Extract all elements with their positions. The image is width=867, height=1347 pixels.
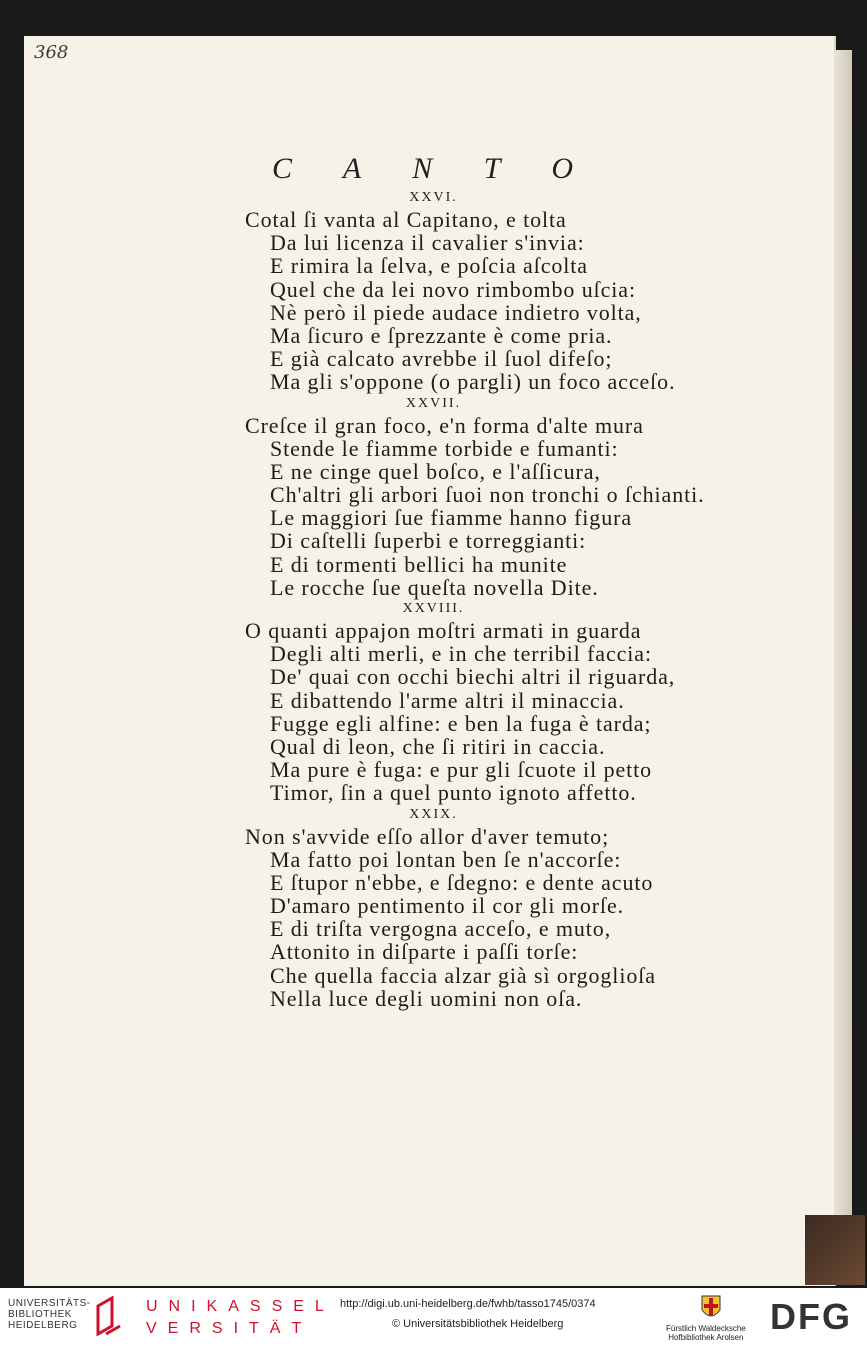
verse-line: Quel che da lei novo rimbombo uſcia: xyxy=(270,276,636,302)
heidelberg-library-logo[interactable]: UNIVERSITÄTS- BIBLIOTHEK HEIDELBERG xyxy=(8,1298,91,1331)
verse-line: O quanti appajon moſtri armati in guarda xyxy=(245,618,642,643)
stanza-number: XXVIII. xyxy=(402,601,465,616)
verse-line: Non s'avvide eſſo allor d'aver temuto; xyxy=(245,823,610,849)
verse-line: Le maggiori ſue fiamme hanno figura xyxy=(270,505,632,531)
verse-line: Ma pure è fuga: e pur gli ſcuote il petto xyxy=(270,757,653,783)
verse-line: Le rocche ſue queſta novella Dite. xyxy=(270,574,599,600)
verse-line: Ch'altri gli arbori ſuoi non tronchi o ſchianti. xyxy=(270,482,705,508)
verse-line: E di tormenti bellici ha munite xyxy=(270,551,568,577)
canto-heading: C A N T O xyxy=(271,152,596,185)
kassel-university-logo[interactable]: UNIKASSEL VERSITÄT xyxy=(146,1298,335,1337)
page-number: 368 xyxy=(34,42,69,63)
verse-line: Qual di leon, che ſi ritiri in caccia. xyxy=(270,733,606,759)
waldeck-crest-icon xyxy=(700,1292,722,1322)
verse-line: E rimira la ſelva, e poſcia aſcolta xyxy=(270,253,588,279)
verse-line: E dibattendo l'arme altri il minaccia. xyxy=(270,687,625,713)
verse-line: Nella luce degli uomini non oſa. xyxy=(270,985,583,1011)
verse-line: Ma ſicuro e ſprezzante è come pria. xyxy=(270,322,613,348)
copyright-notice: © Universitätsbibliothek Heidelberg xyxy=(392,1318,564,1330)
footer-bar xyxy=(0,1288,867,1347)
book-spine xyxy=(805,1215,865,1285)
verse-line: Ma gli s'oppone (o pargli) un foco acceſo. xyxy=(270,369,676,395)
verse-line: Cotal ſi vanta al Capitano, e tolta xyxy=(245,207,567,232)
verse-line: Degli alti merli, e in che terribil faccia: xyxy=(270,641,652,667)
verse-line: E già calcato avrebbe il ſuol difeſo; xyxy=(270,346,613,372)
verse-line: Timor, ſin a quel punto ignoto affetto. xyxy=(270,780,637,806)
stanza-number: XXVII. xyxy=(405,395,462,411)
verse-line: Attonito in diſparte i paſſi torſe: xyxy=(270,939,579,965)
stanza-number: XXVI. xyxy=(409,190,458,205)
verse-line: D'amaro pentimento il cor gli morſe. xyxy=(270,893,625,919)
arolsen-library-logo[interactable]: Fürstlich Waldecksche Hofbibliothek Arolsen xyxy=(666,1324,746,1342)
verse-line: E di triſta vergogna acceſo, e muto, xyxy=(270,916,612,942)
verse-line: E ſtupor n'ebbe, e ſdegno: e dente acuto xyxy=(270,869,654,895)
dfg-logo[interactable]: DFG xyxy=(770,1296,852,1337)
verse-line: Che quella faccia alzar già sì orgoglioſa xyxy=(270,962,656,988)
stanza-number: XXIX. xyxy=(409,806,458,822)
verse-line: E ne cinge quel boſco, e l'aſſicura, xyxy=(270,458,601,484)
verse-line: Fugge egli alfine: e ben la fuga è tarda; xyxy=(270,710,652,736)
verse-line: Da lui licenza il cavalier s'invia: xyxy=(270,230,585,256)
permalink-url[interactable]: http://digi.ub.uni-heidelberg.de/fwhb/tasso1745/0374 xyxy=(340,1298,596,1310)
verse-line: De' quai con occhi biechi altri il riguarda, xyxy=(270,664,676,690)
verse-line: Stende le fiamme torbide e fumanti: xyxy=(270,435,619,461)
heidelberg-mark-icon xyxy=(94,1296,122,1336)
verse-line: Di caſtelli ſuperbi e torreggianti: xyxy=(270,528,587,554)
verse-line: Nè però il piede audace indietro volta, xyxy=(270,299,642,325)
poem-text xyxy=(0,188,867,1010)
verse-line: Ma fatto poi lontan ben ſe n'accorſe: xyxy=(270,846,622,872)
verse-line: Creſce il gran foco, e'n forma d'alte mura xyxy=(245,412,644,438)
